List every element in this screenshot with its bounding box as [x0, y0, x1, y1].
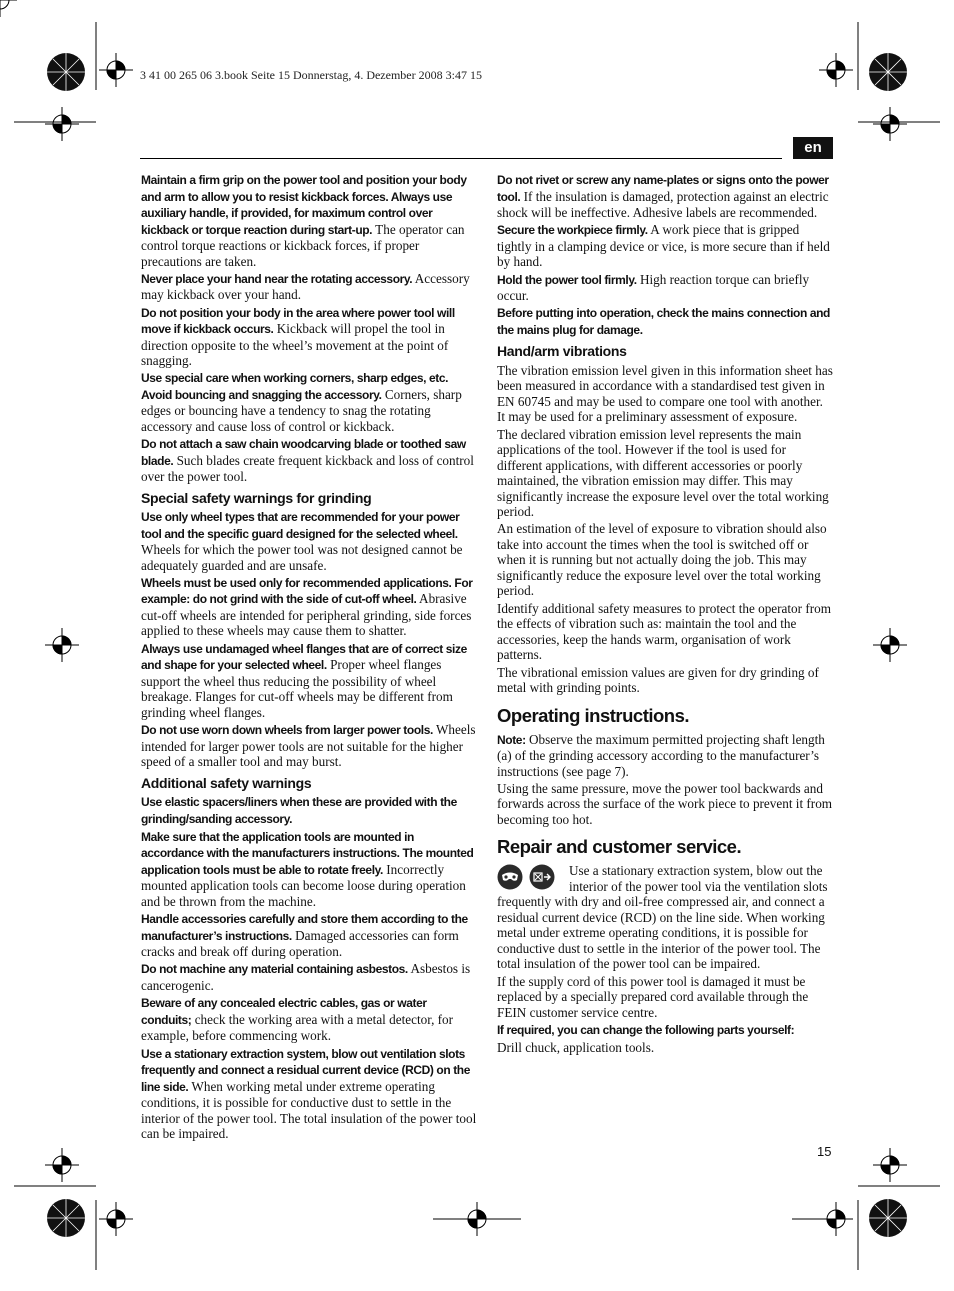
body-text: Proper wheel flanges support the wheel thus reducing the possibility of wheel breakage. Flanges for cut-off wheels may be different from grinding wheel flanges. [141, 657, 453, 720]
body-text: If the insulation is damaged, protection against an electric shock will be ineffective. Adhesive labels are recommended. [497, 188, 829, 220]
paragraph [141, 436, 478, 485]
body-text: Wheels intended for larger power tools are not suitable for the higher speed of a smaller tool and may burst. [141, 722, 476, 770]
body-text: Wheels for which the power tool was not designed cannot be adequately guarded and are unsafe. [141, 542, 463, 573]
paragraph [497, 305, 834, 338]
paragraph [141, 961, 478, 993]
paragraph [497, 521, 834, 599]
paragraph [497, 665, 834, 696]
bold-lead: Wheels must be used only for recommended applications. For example: do not grind with the side of cut-off wheel. [141, 575, 473, 607]
print-info: 3 41 00 265 06 3.book Seite 15 Donnerstag, 4. Dezember 2008 3:47 15 [140, 68, 482, 82]
body-text: A work piece that is gripped tightly in a clamping device or vice, is more secure than if held by hand. [497, 222, 830, 270]
bold-lead: Handle accessories carefully and store them according to the manufacturer’s instructions. [141, 912, 468, 943]
paragraph [141, 575, 478, 639]
paragraph [141, 370, 478, 434]
paragraph [141, 911, 478, 960]
bold-lead: Hold the power tool firmly. [497, 272, 637, 287]
paragraph [141, 1046, 478, 1142]
body-text: If the supply cord of this power tool is damaged it must be replaced by a specially prepared cord available through the FEIN customer service centre. [497, 973, 809, 1020]
paragraph [141, 172, 478, 269]
right-column [497, 172, 834, 1058]
body-text: Use a stationary extraction system, blow out the interior of the power tool via the ventilation slots frequently with dry and oil-free compressed air, and connect a residual current device (RCD) on the line side. When working metal under extreme operating conditions, it is possible for conductive dust to settle in the interior of the power tool. The total insulation of the power tool can be impaired. [497, 863, 828, 972]
body-text: The vibration emission level given in this information sheet has been measured in accordance with a standardised test given in EN 60745 and may be used to compare one tool with another. It may be used for a preliminary assessment of exposure. [497, 362, 833, 425]
header-rule [140, 158, 782, 159]
subheading: Hand/arm vibrations [497, 343, 627, 360]
body-text: The vibrational emission values are given for dry grinding of metal with grinding points. [497, 664, 819, 696]
bold-lead: Note: [497, 732, 526, 747]
paragraph [141, 722, 478, 770]
body-text: Drill chuck, application tools. [497, 1040, 655, 1056]
body-text: Incorrectly mounted application tools can become loose during operation and be thrown from the machine. [141, 861, 466, 909]
body-text: Abrasive cut-off wheels are intended for peripheral grinding, side forces applied to these wheels may cause them to shatter. [141, 591, 472, 639]
left-column [141, 172, 478, 1143]
bold-lead: Use special care when working corners, sharp edges, etc. Avoid bouncing and snagging the accessory. [141, 371, 449, 402]
paragraph [141, 641, 478, 721]
bold-lead: Before putting into operation, check the mains connection and the mains plug for damage. [497, 306, 830, 337]
extraction-symbol-icon [529, 864, 555, 890]
paragraph [497, 427, 834, 520]
bold-lead: Make sure that the application tools are mounted in accordance with the manufacturers instructions. The mounted application tools must be able to rotate freely. [141, 829, 474, 877]
paragraph [497, 1040, 834, 1056]
paragraph [141, 509, 478, 573]
paragraph [141, 995, 478, 1044]
body-text: Asbestos is cancerogenic. [141, 961, 471, 993]
paragraph [497, 732, 834, 780]
body-text: Such blades create frequent kickback and loss of control over the power tool. [141, 452, 474, 485]
body-text: An estimation of the level of exposure to vibration should also take into account the times when the tool is switched off or when it is running but not actually doing the job. This may significantly reduce the exposure level over the total working period. [497, 521, 827, 599]
section-heading: Operating instructions. [497, 704, 690, 726]
bold-lead: Beware of any concealed electric cables, gas or water conduits; [141, 996, 427, 1027]
body-text: The operator can control torque reactions or kickback forces, if proper precautions are taken. [141, 221, 465, 269]
bold-lead: Never place your hand near the rotating accessory. [141, 271, 413, 286]
body-text: Accessory may kickback over your hand. [141, 270, 470, 303]
paragraph [497, 272, 834, 304]
paragraph [497, 172, 834, 221]
body-text: Kickback will propel the tool in direction opposite to the wheel’s movement at the point of snagging. [141, 321, 449, 369]
bold-lead: Do not use worn down wheels from larger power tools. [141, 723, 433, 738]
bold-lead: Do not attach a saw chain woodcarving blade or toothed saw blade. [141, 437, 466, 468]
page-number: 15 [817, 1144, 832, 1159]
bold-lead: Use a stationary extraction system, blow out ventilation slots frequently and connect a residual current device (RCD) on the line side. [141, 1046, 471, 1094]
paragraph [497, 601, 834, 663]
bold-lead: Maintain a firm grip on the power tool and position your body and arm to allow you to resist kickback forces. Always use auxiliary handle, if provided, for maximum control over kickback or torque reaction during start-up. [141, 173, 467, 237]
safety-icons [497, 864, 565, 894]
body-text: check the working area with a metal detector, for example, before commencing work. [141, 1011, 454, 1044]
section-heading: Repair and customer service. [497, 836, 742, 858]
body-text: Observe the maximum permitted projecting shaft length (a) of the grinding accessory according to the manufacturer’s instructions (see page 7). [497, 731, 825, 779]
bold-lead: Do not position your body in the area where power tool will move if kickback occurs. [141, 305, 455, 337]
paragraph [497, 781, 834, 828]
body-text: The declared vibration emission level represents the main applications of the tool. However if the tool is used for different applications, with different accessories or poorly maintained, the vibration emission may differ. This may significantly increase the exposure level over the total working period. [497, 426, 829, 520]
body-text: Identify additional safety measures to protect the operator from the effects of vibration such as: maintain the tool and the accessories, keep the hands warm, organisation of work patterns. [497, 600, 831, 663]
subheading: Additional safety warnings [141, 774, 312, 791]
bold-lead: Use only wheel types that are recommended for your power tool and the specific guard designed for the selected wheel. [141, 510, 460, 541]
body-text: Corners, sharp edges or bouncing have a tendency to snag the rotating accessory and cause loss of control or kickback. [141, 386, 462, 434]
paragraph [497, 863, 834, 972]
paragraph [141, 829, 478, 910]
bold-lead: Always use undamaged wheel flanges that are of correct size and shape for your selected wheel. [141, 641, 467, 673]
paragraph [497, 974, 834, 1021]
language-badge: en [793, 137, 833, 159]
bold-lead: If required, you can change the following parts yourself: [497, 1022, 795, 1037]
paragraph [497, 1022, 834, 1039]
subheading: Special safety warnings for grinding [141, 489, 372, 506]
bold-lead: Do not machine any material containing asbestos. [141, 962, 408, 977]
body-text: When working metal under extreme operating conditions, it is possible for conductive dust to settle in the interior of the power tool. The total insulation of the power tool can be impaired. [141, 1078, 477, 1142]
paragraph [141, 271, 478, 303]
paragraph [497, 363, 834, 425]
body-text: Damaged accessories can form cracks and break off during operation. [141, 927, 459, 960]
safety-goggles-icon [497, 864, 523, 890]
paragraph [141, 305, 478, 369]
paragraph [497, 222, 834, 270]
body-text: High reaction torque can briefly occur. [497, 271, 810, 304]
bold-lead: Use elastic spacers/liners when these are provided with the grinding/sanding accessory. [141, 795, 457, 826]
body-text: Using the same pressure, move the power tool backwards and forwards across the surface of the work piece to prevent it from becoming too hot. [497, 780, 833, 827]
bold-lead: Secure the workpiece firmly. [497, 223, 648, 238]
paragraph [141, 794, 478, 827]
bold-lead: Do not rivet or screw any name-plates or signs onto the power tool. [497, 173, 829, 204]
